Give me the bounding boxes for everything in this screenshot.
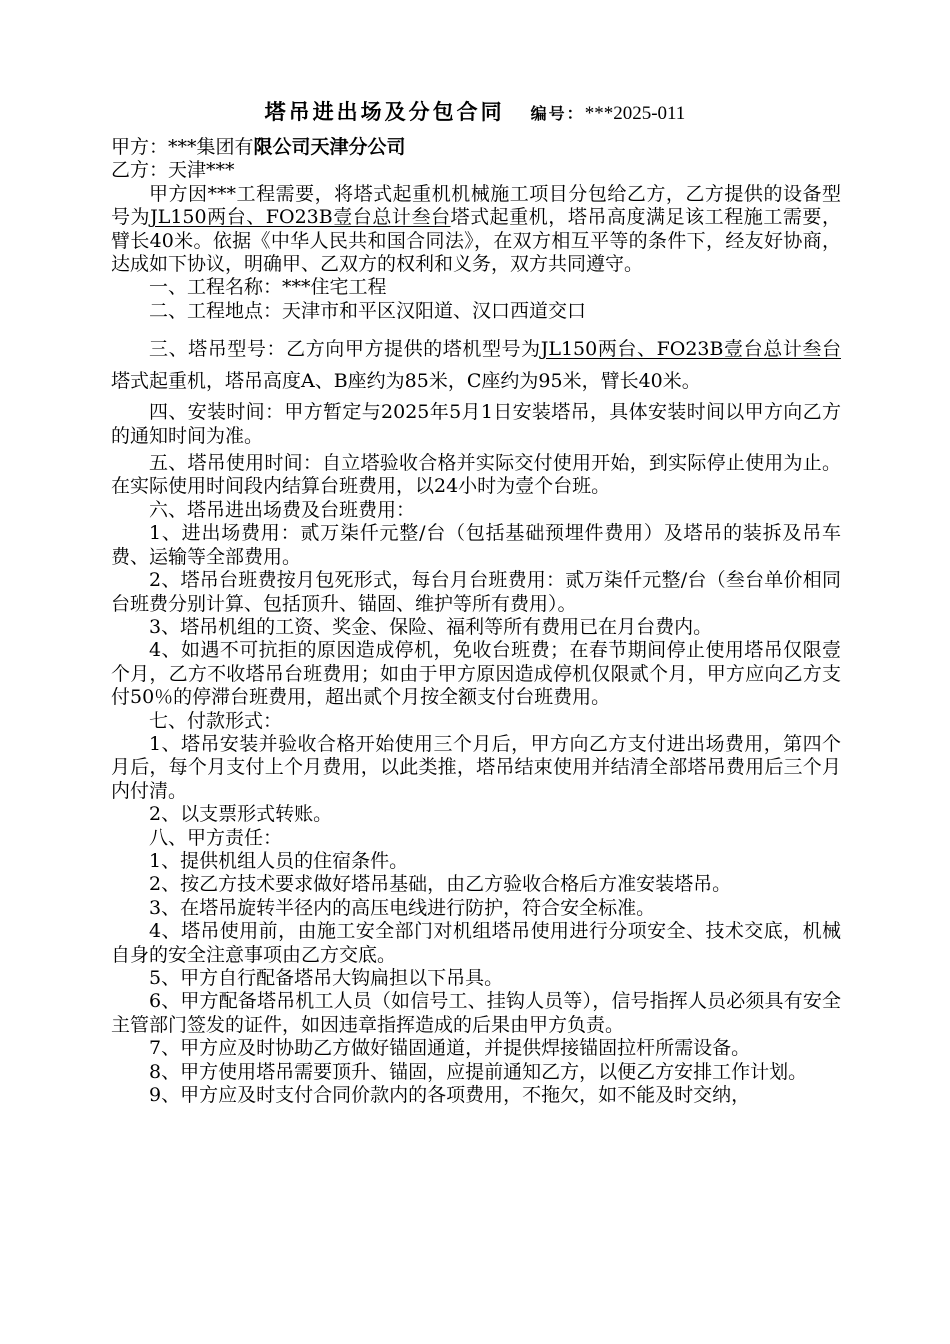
party-a-line (111, 136, 841, 159)
contract-number-label: 编号： (530, 104, 585, 123)
crane-model-underlined: JL150两台、FO23B壹台总计叁台 (540, 338, 841, 361)
section-project-name: 一、工程名称：***住宅工程 (149, 276, 387, 299)
crane-model-rest: 塔式起重机，塔吊高度A、B座约为85米，C座约为95米，臂长40米。 (111, 370, 701, 393)
fee-item-3: 3、塔吊机组的工资、奖金、保险、福利等所有费用已在月台费内。 (149, 615, 713, 638)
duty-item-3: 3、在塔吊旋转半径内的高压电线进行防护，符合安全标准。 (149, 896, 656, 919)
crane-model-prefix: 三、塔吊型号：乙方向甲方提供的塔机型号为 (149, 338, 541, 361)
intro-equipment-underlined: JL150两台、FO23B壹台总计叁台 (150, 206, 451, 229)
duty-item-9: 9、甲方应及时支付合同价款内的各项费用，不拖欠，如不能及时交纳， (149, 1084, 751, 1107)
title-row (0, 96, 950, 126)
intro-text: 甲方因***工程需要，将塔式起重机机械施工项目分包给乙方，乙方提供的设备型号为 (111, 182, 841, 229)
duty-item-1: 1、提供机组人员的住宿条件。 (149, 849, 409, 872)
duty-item-6: 6、甲方配备塔吊机工人员（如信号工、挂钩人员等），信号指挥人员必须具有安全主管部门签发的证件，如因违章指挥造成的后果由甲方负责。 (111, 990, 841, 1036)
duty-item-4: 4、塔吊使用前，由施工安全部门对机组塔吊使用进行分项安全、技术交底，机械自身的安全注意事项由乙方交底。 (111, 920, 841, 966)
section-usage-time: 五、塔吊使用时间：自立塔验收合格并实际交付使用开始，到实际停止使用为止。在实际使用时间段内结算台班费用，以24小时为壹个台班。 (111, 452, 841, 498)
contract-body (111, 136, 841, 1107)
section-crane-model (111, 333, 841, 397)
party-a-prefix: 甲方：***集团有 (111, 136, 254, 158)
fee-item-4: 4、如遇不可抗拒的原因造成停机，免收台班费；在春节期间停止使用塔吊仅限壹个月，乙方不收塔吊台班费用；如由于甲方原因造成停机仅限贰个月，甲方应向乙方支付50％的停滞台班费用，超出贰个月按全额支付台班费用。 (111, 639, 841, 709)
contract-number: ***2025-011 (584, 103, 686, 124)
section-party-a-duties-heading: 八、甲方责任： (149, 826, 283, 849)
intro-paragraph (111, 183, 841, 277)
duty-item-5: 5、甲方自行配备塔吊大钩扁担以下吊具。 (149, 967, 504, 989)
document-title: 塔吊进出场及分包合同 (264, 99, 505, 124)
fee-item-1: 1、进出场费用：贰万柒仟元整/台（包括基础预埋件费用）及塔吊的装拆及吊车费、运输等全部费用。 (111, 522, 841, 568)
payment-item-2: 2、以支票形式转账。 (149, 803, 333, 826)
duty-item-7: 7、甲方应及时协助乙方做好锚固通道，并提供焊接锚固拉杆所需设备。 (149, 1037, 751, 1060)
payment-item-1: 1、塔吊安装并验收合格开始使用三个月后，甲方向乙方支付进出场费用，第四个月后，每个月支付上个月费用，以此类推，塔吊结束使用并结清全部塔吊费用后三个月内付清。 (111, 732, 841, 802)
duty-item-2: 2、按乙方技术要求做好塔吊基础，由乙方验收合格后方准安装塔吊。 (149, 873, 732, 896)
section-project-location: 二、工程地点：天津市和平区汉阳道、汉口西道交口 (149, 299, 587, 322)
party-a-name-bold: 限公司天津分公司 (253, 136, 406, 158)
section-payment-heading: 七、付款形式： (149, 709, 283, 732)
fee-item-2: 2、塔吊台班费按月包死形式，每台月台班费用：贰万柒仟元整/台（叁台单价相同台班费分别计算、包括顶升、锚固、维护等所有费用）。 (111, 569, 841, 615)
duty-item-8: 8、甲方使用塔吊需要顶升、锚固，应提前通知乙方，以便乙方安排工作计划。 (149, 1060, 808, 1083)
party-b-line: 乙方：天津*** (111, 159, 235, 182)
section-fees-heading: 六、塔吊进出场费及台班费用： (149, 498, 416, 521)
section-install-time: 四、安装时间：甲方暂定与2025年5月1日安装塔吊，具体安装时间以甲方向乙方的通知时间为准。 (111, 401, 841, 447)
intro-text-rest: 塔式起重机，塔吊高度满足该工程施工需要，臂长40米。依据《中华人民共和国合同法》，在双方相互平等的条件下，经友好协商，达成如下协议，明确甲、乙双方的权利和义务，双方共同遵守。 (111, 206, 841, 276)
